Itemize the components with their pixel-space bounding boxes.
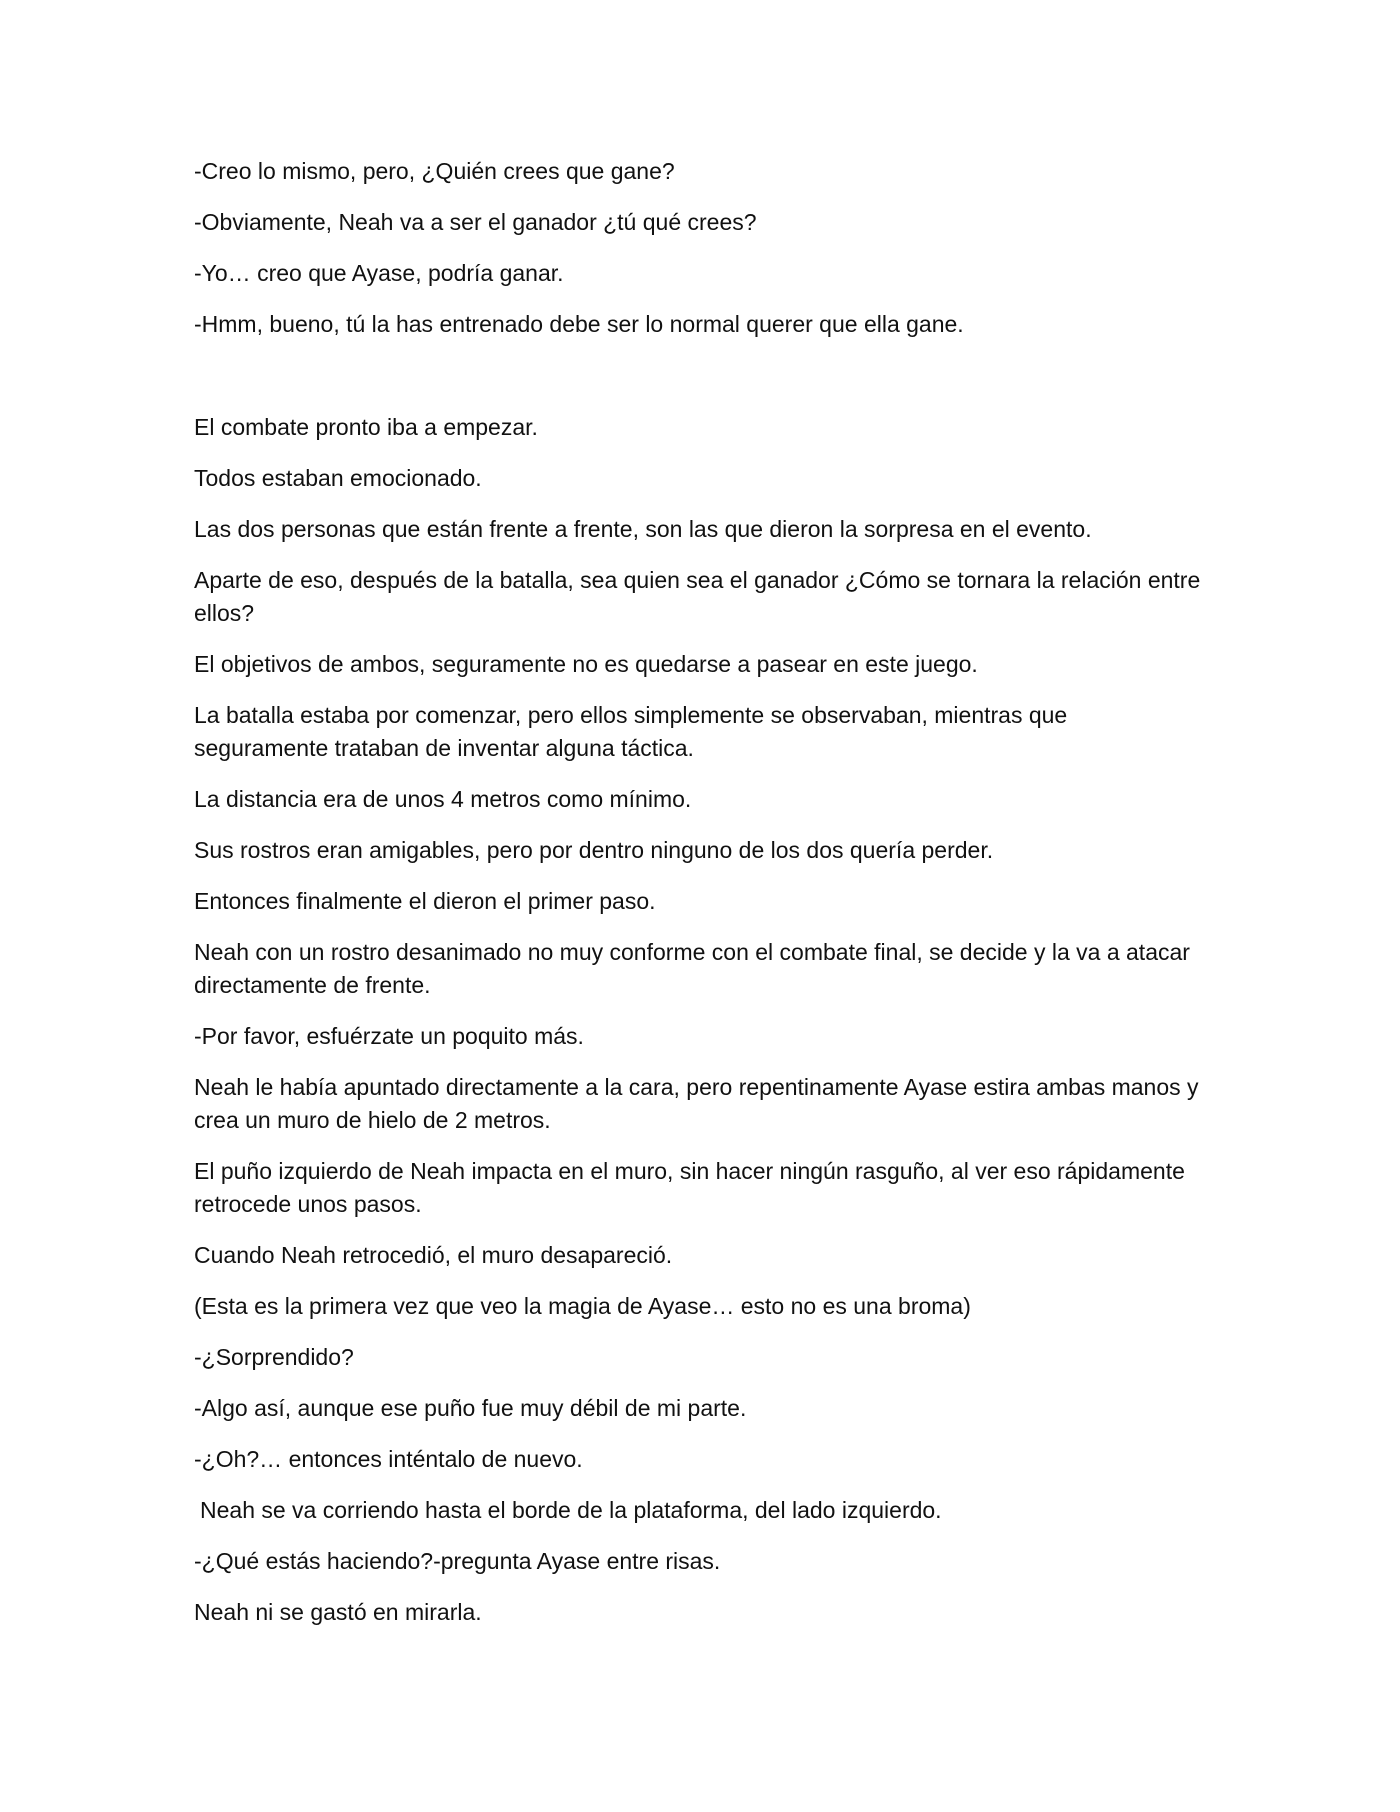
paragraph: Entonces finalmente el dieron el primer paso. — [194, 888, 656, 914]
paragraph: Aparte de eso, después de la batalla, sea quien sea el ganador ¿Cómo se tornara la relación entre ellos? — [194, 567, 1201, 626]
dialogue-line: -Hmm, bueno, tú la has entrenado debe ser lo normal querer que ella gane. — [194, 311, 964, 337]
paragraph: El puño izquierdo de Neah impacta en el muro, sin hacer ningún rasguño, al ver eso rápidamente retrocede unos pasos. — [194, 1158, 1185, 1217]
paragraph: Sus rostros eran amigables, pero por dentro ninguno de los dos quería perder. — [194, 837, 994, 863]
paragraph: La batalla estaba por comenzar, pero ellos simplemente se observaban, mientras que seguramente trataban de inventar alguna táctica. — [194, 702, 1068, 761]
paragraph: Neah se va corriendo hasta el borde de la plataforma, del lado izquierdo. — [200, 1497, 942, 1523]
paragraph: (Esta es la primera vez que veo la magia de Ayase… esto no es una broma) — [194, 1293, 971, 1319]
paragraph: -¿Oh?… entonces inténtalo de nuevo. — [194, 1446, 583, 1472]
paragraph: -¿Sorprendido? — [194, 1344, 354, 1370]
paragraph: Todos estaban emocionado. — [194, 465, 482, 491]
paragraph: El objetivos de ambos, seguramente no es quedarse a pasear en este juego. — [194, 651, 978, 677]
paragraph: El combate pronto iba a empezar. — [194, 414, 538, 440]
paragraph: Las dos personas que están frente a frente, son las que dieron la sorpresa en el evento. — [194, 516, 1092, 542]
paragraph: La distancia era de unos 4 metros como mínimo. — [194, 786, 692, 812]
dialogue-line: -Creo lo mismo, pero, ¿Quién crees que gane? — [194, 158, 675, 184]
paragraph: -Por favor, esfuérzate un poquito más. — [194, 1023, 584, 1049]
paragraph: -¿Qué estás haciendo?-pregunta Ayase entre risas. — [194, 1548, 721, 1574]
document-body — [194, 155, 1204, 1647]
section-break — [194, 359, 1204, 411]
paragraph: Neah con un rostro desanimado no muy conforme con el combate final, se decide y la va a atacar directamente de frente. — [194, 939, 1190, 998]
dialogue-line: -Obviamente, Neah va a ser el ganador ¿tú qué crees? — [194, 209, 757, 235]
paragraph: -Algo así, aunque ese puño fue muy débil de mi parte. — [194, 1395, 747, 1421]
paragraph: Neah le había apuntado directamente a la cara, pero repentinamente Ayase estira ambas manos y crea un muro de hielo de 2 metros. — [194, 1074, 1199, 1133]
dialogue-line: -Yo… creo que Ayase, podría ganar. — [194, 260, 564, 286]
paragraph: Cuando Neah retrocedió, el muro desapareció. — [194, 1242, 673, 1268]
paragraph: Neah ni se gastó en mirarla. — [194, 1599, 482, 1625]
